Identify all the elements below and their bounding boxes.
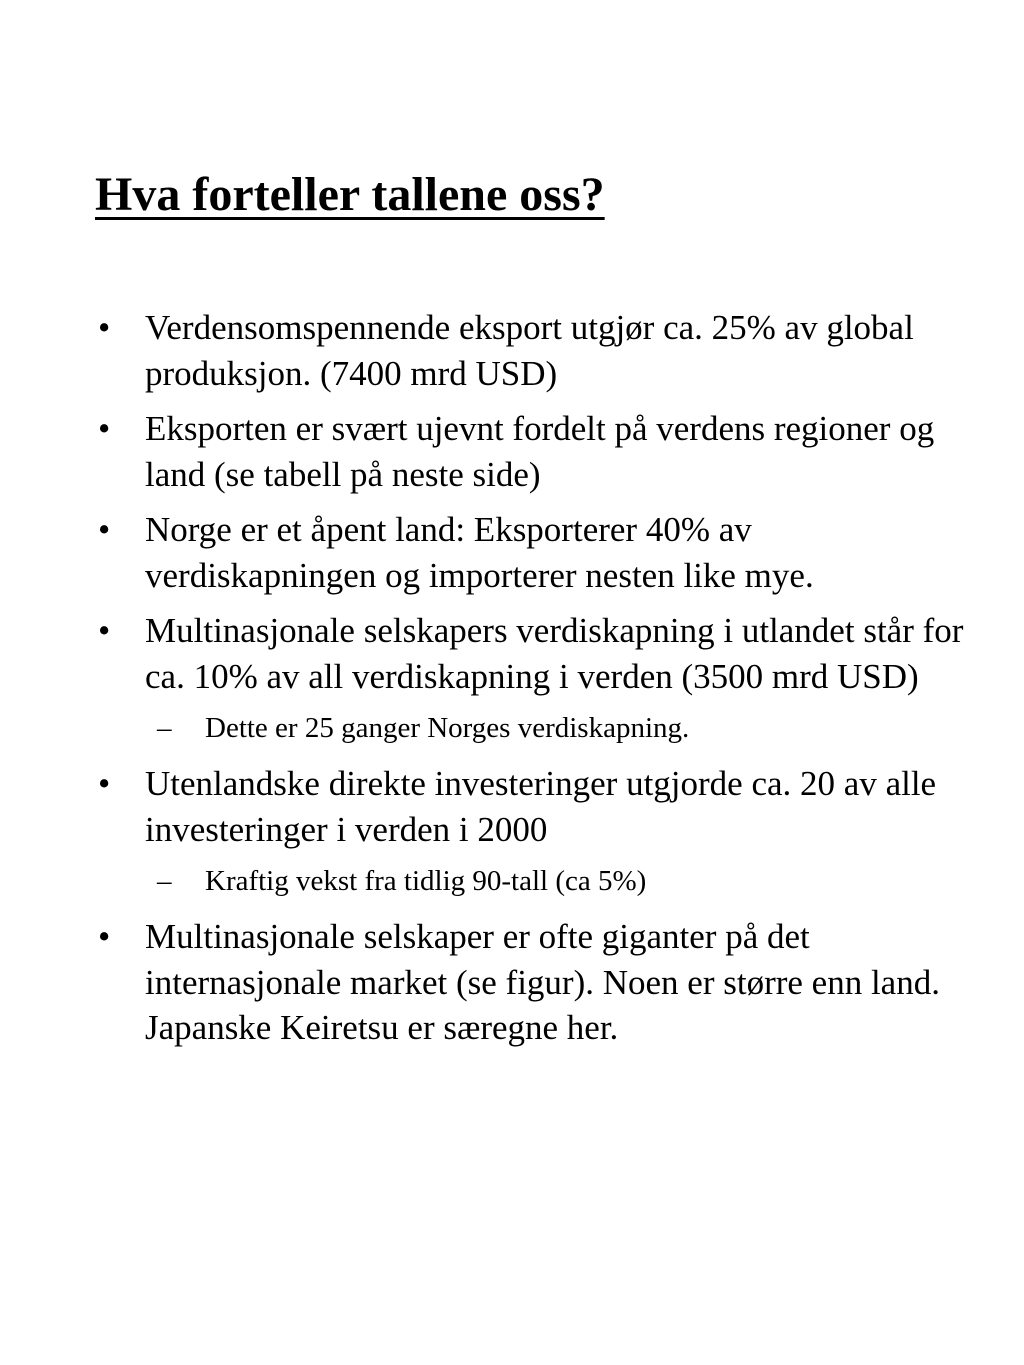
list-item [95,608,975,747]
bullet-marker: • [98,510,111,549]
bullet-marker: • [98,308,111,347]
sub-bullet-item [95,862,975,900]
list-item [95,914,975,1051]
slide-title: Hva forteller tallene oss? [95,168,605,221]
bullet-text: Multinasjonale selskapers verdiskapning i utlandet står for ca. 10% av all verdiskapning i verden (3500 mrd USD) [145,611,964,696]
bullet-item [95,406,975,497]
list-item [95,305,975,396]
bullet-item [95,914,975,1051]
bullet-text: Norge er et åpent land: Eksporterer 40% av verdiskapningen og importerer nesten like mye. [145,510,814,595]
bullet-item [95,305,975,396]
bullet-marker: • [98,917,111,956]
sub-bullet-text: Dette er 25 ganger Norges verdiskapning. [205,712,690,744]
bullet-item [95,507,975,598]
sub-bullet-item [95,709,975,747]
bullet-marker: • [98,409,111,448]
bullet-text: Utenlandske direkte investeringer utgjorde ca. 20 av alle investeringer i verden i 2000 [145,764,937,849]
bullet-item [95,608,975,699]
list-item [95,507,975,598]
bullet-text: Verdensomspennende eksport utgjør ca. 25% av global produksjon. (7400 mrd USD) [145,308,914,393]
bullet-item [95,761,975,852]
bullet-list [95,305,975,1061]
bullet-text: Multinasjonale selskaper er ofte giganter på det internasjonale market (se figur). Noen er større enn land. Japanske Keiretsu er særegne her. [145,917,940,1047]
bullet-marker: • [98,764,111,803]
sub-bullet-marker: – [157,865,172,897]
sub-bullet-text: Kraftig vekst fra tidlig 90-tall (ca 5%) [205,865,647,897]
sub-bullet-marker: – [157,712,172,744]
bullet-marker: • [98,611,111,650]
list-item [95,406,975,497]
list-item [95,761,975,900]
bullet-text: Eksporten er svært ujevnt fordelt på verdens regioner og land (se tabell på neste side) [145,409,935,494]
